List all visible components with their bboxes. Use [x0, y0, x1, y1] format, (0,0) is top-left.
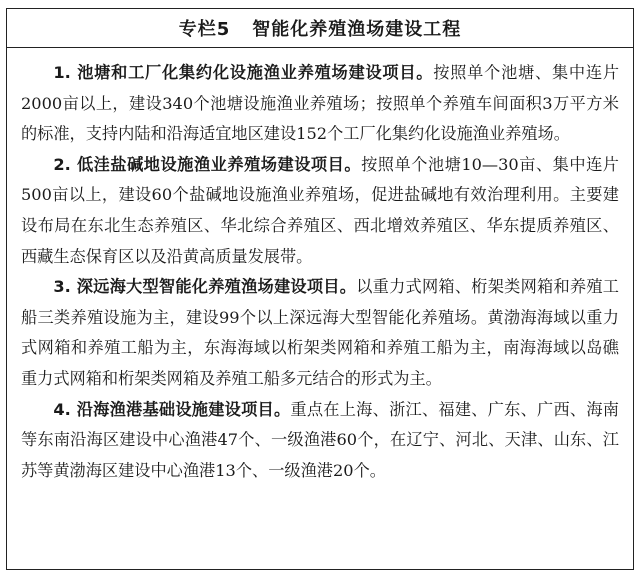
project-item-3	[21, 272, 619, 394]
project-title-1: 1. 池塘和工厂化集约化设施渔业养殖场建设项目。	[53, 63, 434, 82]
project-body-2: 按照单个池塘10—30亩、集中连片500亩以上，建设60个盐碱地设施渔业养殖场，促进盐碱地有效治理利用。主要建设布局在东北生态养殖区、华北综合养殖区、西北增效养殖区、华东提质养殖区、西藏生态保育区以及沿黄高质量发展带。	[21, 154, 619, 266]
column-label: 专栏5	[178, 19, 231, 40]
project-body-4: 重点在上海、浙江、福建、广东、广西、海南等东南沿海区建设中心渔港47个、一级渔港60个，在辽宁、河北、天津、山东、江苏等黄渤海区建设中心渔港13个、一级渔港20个。	[21, 399, 619, 480]
column-header	[7, 9, 633, 48]
project-title-2: 2. 低洼盐碱地设施渔业养殖场建设项目。	[53, 154, 362, 174]
project-title-3: 3. 深远海大型智能化养殖渔场建设项目。	[53, 277, 357, 297]
project-title-4: 4. 沿海渔港基础设施建设项目。	[53, 399, 291, 419]
project-body-3: 以重力式网箱、桁架类网箱和养殖工船三类养殖设施为主，建设99个以上深远海大型智能化养殖场。黄渤海海域以重力式网箱和养殖工船为主，东海海域以桁架类网箱和养殖工船为主，南海海域以岛礁重力式网箱和桁架类网箱及养殖工船多元结合的形式为主。	[21, 277, 619, 388]
column-box	[6, 8, 634, 570]
project-item-2	[21, 150, 619, 272]
project-item-1	[21, 58, 619, 150]
column-title: 智能化养殖渔场建设工程	[252, 19, 462, 40]
column-content	[7, 48, 633, 486]
project-item-4	[21, 395, 619, 487]
project-body-1: 按照单个池塘、集中连片2000亩以上，建设340个池塘设施渔业养殖场；按照单个养殖车间面积3万平方米的标准，支持内陆和沿海适宜地区建设152个工厂化集约化设施渔业养殖场。	[21, 63, 620, 144]
